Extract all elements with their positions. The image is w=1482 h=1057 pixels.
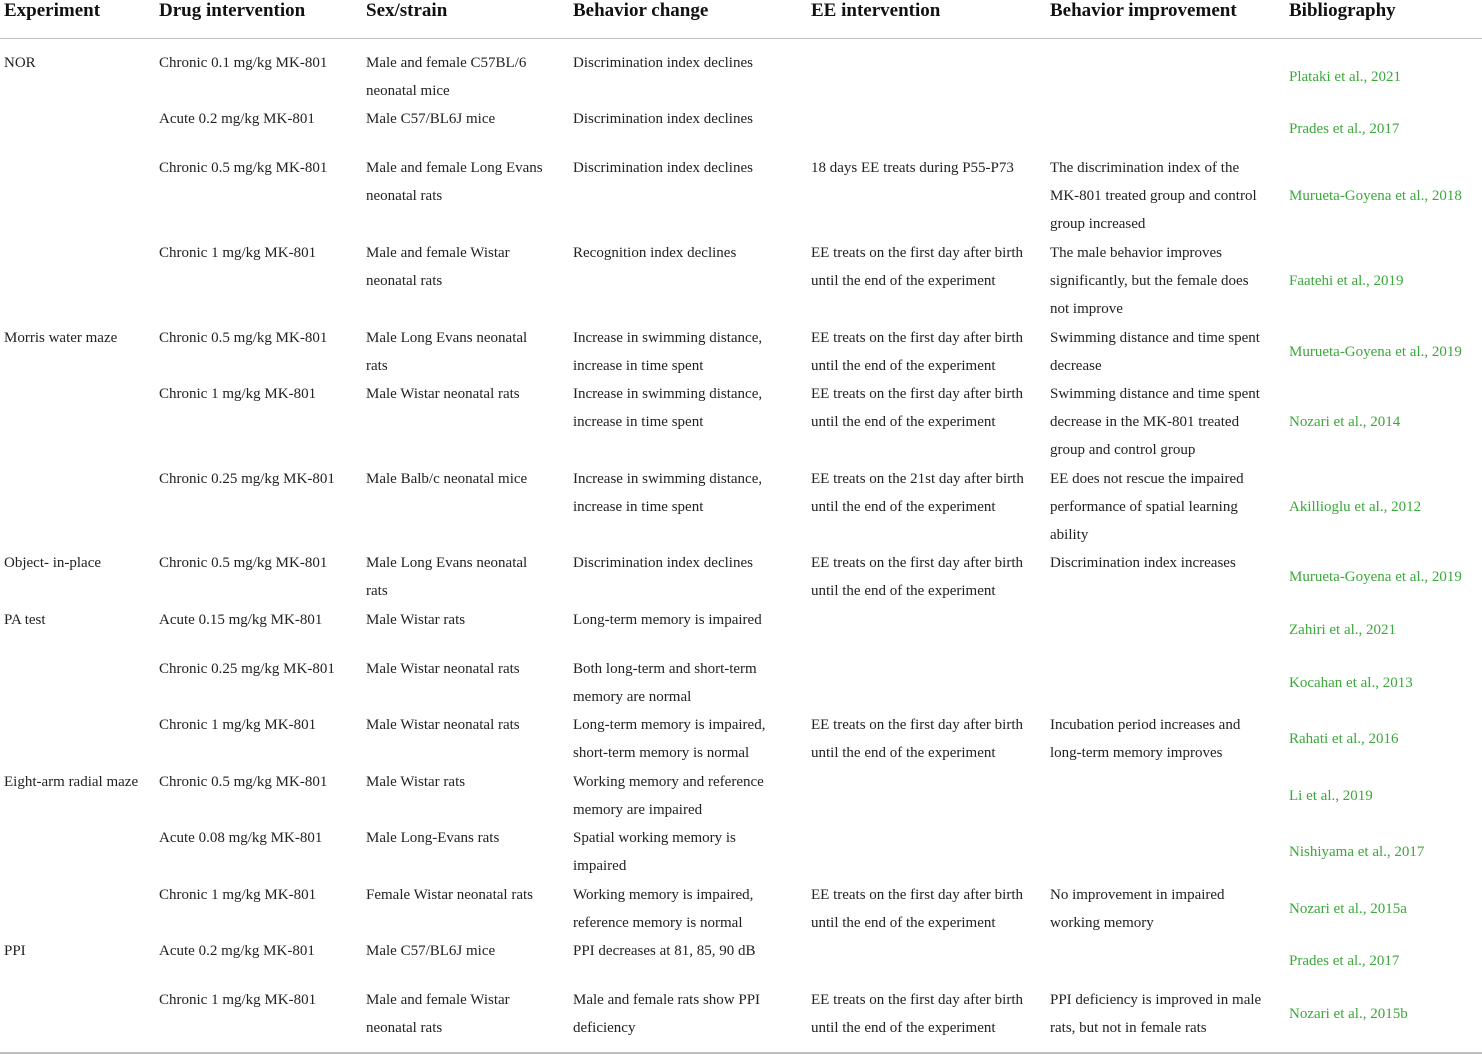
cell-ee (811, 465, 1024, 521)
cell-line: Long-term memory is impaired, (573, 717, 766, 733)
cell-improvement (1050, 239, 1249, 323)
cell-behavior (573, 881, 753, 937)
cell-drug (159, 105, 315, 133)
cell-line: increase in time spent (573, 358, 704, 374)
cell-experiment (4, 606, 46, 634)
cell-sex (366, 324, 527, 380)
cell-line: decrease in the MK-801 treated (1050, 414, 1240, 430)
cell-line: Acute 0.2 mg/kg MK-801 (159, 111, 315, 127)
cell-line: 18 days EE treats during P55-P73 (811, 160, 1014, 176)
cell-experiment (4, 768, 138, 796)
cell-behavior (573, 986, 760, 1042)
cell-improvement (1050, 380, 1260, 464)
cell-line: EE treats on the first day after birth (811, 386, 1024, 402)
cell-drug (159, 768, 327, 796)
cell-line: decrease (1050, 358, 1102, 374)
cell-drug (159, 239, 316, 267)
cell-line: PPI decreases at 81, 85, 90 dB (573, 943, 756, 959)
cell-line: MK-801 treated group and control (1050, 188, 1257, 204)
cell-line: Male Wistar neonatal rats (366, 661, 520, 677)
bottom-rule (0, 1052, 1482, 1054)
cell-line: until the end of the experiment (811, 414, 996, 430)
cell-line: Increase in swimming distance, (573, 330, 763, 346)
cell-line: Male Wistar rats (366, 612, 466, 628)
cell-line: Increase in swimming distance, (573, 386, 763, 402)
cell-sex (366, 154, 543, 210)
cell-line: Chronic 0.5 mg/kg MK-801 (159, 774, 328, 790)
cell-line: Male Long Evans neonatal (366, 555, 528, 571)
cell-line: memory are impaired (573, 802, 703, 818)
cell-line: Male and female Long Evans (366, 160, 543, 176)
cell-line: Recognition index declines (573, 245, 737, 261)
cell-line: Chronic 0.25 mg/kg MK-801 (159, 661, 335, 677)
citation-link[interactable]: Kocahan et al., 2013 (1289, 675, 1413, 691)
cell-sex (366, 986, 510, 1042)
header-experiment: Experiment (4, 0, 101, 21)
cell-drug (159, 937, 315, 965)
cell-sex (366, 711, 520, 739)
cell-line: Acute 0.08 mg/kg MK-801 (159, 830, 323, 846)
cell-improvement (1050, 881, 1225, 937)
cell-drug (159, 49, 327, 77)
header-bibliography: Bibliography (1289, 0, 1396, 21)
cell-sex (366, 49, 526, 105)
cell-line: Eight-arm radial maze (4, 774, 139, 790)
header-ee-intervention: EE intervention (811, 0, 941, 21)
experiment-label-nor: NOR (4, 55, 36, 71)
cell-line: Male Long-Evans rats (366, 830, 500, 846)
cell-drug (159, 986, 316, 1014)
cell-line: Chronic 0.5 mg/kg MK-801 (159, 330, 328, 346)
cell-line: Incubation period increases and (1050, 717, 1241, 733)
cell-line: EE treats on the first day after birth (811, 887, 1024, 903)
cell-drug (159, 606, 322, 634)
cell-line: Acute 0.15 mg/kg MK-801 (159, 612, 323, 628)
citation-link[interactable]: Plataki et al., 2021 (1289, 69, 1402, 85)
cell-behavior (573, 606, 762, 634)
cell-drug (159, 655, 335, 683)
citation-link[interactable]: Faatehi et al., 2019 (1289, 273, 1404, 289)
cell-line: until the end of the experiment (811, 499, 996, 515)
cell-line: Acute 0.2 mg/kg MK-801 (159, 943, 315, 959)
cell-improvement (1050, 154, 1257, 238)
cell-behavior (573, 239, 736, 267)
cell-line: EE treats on the 21st day after birth (811, 471, 1024, 487)
cell-ee (811, 549, 1023, 605)
cell-drug (159, 824, 322, 852)
cell-line: short-term memory is normal (573, 745, 750, 761)
cell-drug (159, 154, 327, 182)
cell-line: EE treats on the first day after birth (811, 245, 1024, 261)
cell-line: EE treats on the first day after birth (811, 555, 1024, 571)
cell-line: neonatal mice (366, 83, 450, 99)
citation-link[interactable]: Prades et al., 2017 (1289, 953, 1400, 969)
cell-ee (811, 324, 1023, 380)
cell-line: until the end of the experiment (811, 358, 996, 374)
cell-improvement (1050, 549, 1236, 577)
cell-behavior (573, 655, 757, 711)
cell-line: increase in time spent (573, 414, 704, 430)
citation-link[interactable]: Rahati et al., 2016 (1289, 731, 1399, 747)
citation-link[interactable]: Nozari et al., 2015b (1289, 1006, 1408, 1022)
cell-behavior (573, 768, 764, 824)
cell-drug (159, 711, 316, 739)
cell-sex (366, 937, 495, 965)
cell-line: Chronic 1 mg/kg MK-801 (159, 992, 317, 1008)
cell-line: until the end of the experiment (811, 583, 996, 599)
cell-ee (811, 380, 1023, 436)
cell-improvement (1050, 324, 1260, 380)
cell-drug (159, 881, 316, 909)
cell-line: Discrimination index declines (573, 160, 753, 176)
cell-line: The discrimination index of the (1050, 160, 1240, 176)
cell-line: deficiency (573, 1020, 636, 1036)
cell-line: Chronic 0.1 mg/kg MK-801 (159, 55, 328, 71)
cell-line: Increase in swimming distance, (573, 471, 763, 487)
cell-ee (811, 239, 1023, 295)
cell-drug (159, 380, 316, 408)
cell-line: EE does not rescue the impaired (1050, 471, 1244, 487)
cell-line: Male and female Wistar (366, 992, 510, 1008)
cell-line: group increased (1050, 216, 1146, 232)
cell-line: Object- in-place (4, 555, 102, 571)
citation-link[interactable]: Li et al., 2019 (1289, 788, 1373, 804)
cell-line: performance of spatial learning (1050, 499, 1238, 515)
cell-line: until the end of the experiment (811, 273, 996, 289)
cell-line: Swimming distance and time spent (1050, 330, 1260, 346)
cell-line: Both long-term and short-term (573, 661, 757, 677)
citation-link[interactable]: Nishiyama et al., 2017 (1289, 844, 1425, 860)
cell-line: Swimming distance and time spent (1050, 386, 1260, 402)
cell-behavior (573, 465, 762, 521)
citation-link[interactable]: Akillioglu et al., 2012 (1289, 499, 1422, 515)
cell-sex (366, 655, 520, 683)
cell-line: memory are normal (573, 689, 692, 705)
cell-line: not improve (1050, 301, 1123, 317)
cell-behavior (573, 154, 753, 182)
cell-line: rats, but not in female rats (1050, 1020, 1207, 1036)
header-behavior-change: Behavior change (573, 0, 709, 21)
cell-behavior (573, 105, 753, 133)
cell-line: Working memory and reference (573, 774, 764, 790)
cell-behavior (573, 711, 765, 767)
cell-line: PPI deficiency is improved in male (1050, 992, 1262, 1008)
cell-line: Working memory is impaired, (573, 887, 754, 903)
cell-line: Male and female C57BL/6 (366, 55, 527, 71)
citation-link[interactable]: Zahiri et al., 2021 (1289, 622, 1397, 638)
cell-behavior (573, 380, 762, 436)
cell-sex (366, 380, 520, 408)
cell-line: rats (366, 583, 388, 599)
cell-drug (159, 324, 327, 352)
cell-improvement (1050, 986, 1261, 1042)
cell-line: Discrimination index increases (1050, 555, 1236, 571)
cell-line: Male Long Evans neonatal (366, 330, 528, 346)
citation-link[interactable]: Murueta-Goyena et al., 2018 (1289, 188, 1462, 204)
cell-ee (811, 711, 1023, 767)
cell-line: Male and female Wistar (366, 245, 510, 261)
cell-line: until the end of the experiment (811, 745, 996, 761)
cell-line: PPI (4, 943, 26, 959)
citation-link[interactable]: Nozari et al., 2014 (1289, 414, 1401, 430)
cell-line: Discrimination index declines (573, 555, 753, 571)
cell-line: rats (366, 358, 388, 374)
cell-drug (159, 549, 327, 577)
cell-line: Male Wistar rats (366, 774, 466, 790)
cell-line: Male C57/BL6J mice (366, 111, 496, 127)
cell-ee (811, 986, 1023, 1042)
cell-line: Chronic 0.5 mg/kg MK-801 (159, 555, 328, 571)
cell-experiment (4, 324, 117, 352)
cell-line: significantly, but the female does (1050, 273, 1249, 289)
header-sex-strain: Sex/strain (366, 0, 448, 21)
cell-line: Female Wistar neonatal rats (366, 887, 533, 903)
cell-sex (366, 824, 499, 852)
cell-behavior (573, 49, 753, 77)
citation-link[interactable]: Nozari et al., 2015a (1289, 901, 1407, 917)
cell-line: until the end of the experiment (811, 915, 996, 931)
cell-line: Male Wistar neonatal rats (366, 386, 520, 402)
cell-ee (811, 154, 1014, 182)
cell-line: Discrimination index declines (573, 111, 753, 127)
cell-line: Spatial working memory is (573, 830, 736, 846)
cell-line: Chronic 0.5 mg/kg MK-801 (159, 160, 328, 176)
cell-line: Chronic 1 mg/kg MK-801 (159, 386, 317, 402)
cell-sex (366, 549, 527, 605)
cell-line: EE treats on the first day after birth (811, 992, 1024, 1008)
cell-line: Chronic 1 mg/kg MK-801 (159, 887, 317, 903)
cell-line: neonatal rats (366, 1020, 443, 1036)
cell-sex (366, 465, 527, 493)
cell-ee (811, 881, 1023, 937)
cell-line: Male and female rats show PPI (573, 992, 761, 1008)
cell-line: Chronic 1 mg/kg MK-801 (159, 245, 317, 261)
cell-line: EE treats on the first day after birth (811, 330, 1024, 346)
cell-improvement (1050, 465, 1244, 549)
cell-line: Male Balb/c neonatal mice (366, 471, 528, 487)
cell-line: long-term memory improves (1050, 745, 1223, 761)
cell-line: Male C57/BL6J mice (366, 943, 496, 959)
cell-behavior (573, 324, 762, 380)
cell-line: No improvement in impaired (1050, 887, 1225, 903)
header-rule (0, 38, 1482, 39)
citation-link[interactable]: Prades et al., 2017 (1289, 121, 1400, 137)
cell-line: The male behavior improves (1050, 245, 1223, 261)
header-behavior-improvement: Behavior improvement (1050, 0, 1237, 21)
cell-line: ability (1050, 527, 1089, 543)
cell-sex (366, 606, 465, 634)
cell-experiment (4, 549, 101, 577)
cell-line: Chronic 0.25 mg/kg MK-801 (159, 471, 335, 487)
cell-drug (159, 465, 335, 493)
cell-line: increase in time spent (573, 499, 704, 515)
cell-sex (366, 105, 495, 133)
cell-experiment (4, 937, 26, 965)
cell-line: Discrimination index declines (573, 55, 753, 71)
cell-sex (366, 239, 510, 295)
cell-line: group and control group (1050, 442, 1196, 458)
cell-line: PA test (4, 612, 46, 628)
cell-line: EE treats on the first day after birth (811, 717, 1024, 733)
cell-behavior (573, 549, 753, 577)
cell-improvement (1050, 711, 1240, 767)
cell-line: neonatal rats (366, 273, 443, 289)
cell-sex (366, 768, 465, 796)
cell-behavior (573, 824, 736, 880)
citation-link[interactable]: Murueta-Goyena et al., 2019 (1289, 344, 1462, 360)
cell-line: neonatal rats (366, 188, 443, 204)
cell-line: impaired (573, 858, 627, 874)
citation-link[interactable]: Murueta-Goyena et al., 2019 (1289, 569, 1462, 585)
cell-line: Morris water maze (4, 330, 118, 346)
cell-line: Male Wistar neonatal rats (366, 717, 520, 733)
cell-line: working memory (1050, 915, 1154, 931)
header-drug-intervention: Drug intervention (159, 0, 306, 21)
cell-line: reference memory is normal (573, 915, 743, 931)
cell-line: Chronic 1 mg/kg MK-801 (159, 717, 317, 733)
cell-behavior (573, 937, 755, 965)
cell-line: until the end of the experiment (811, 1020, 996, 1036)
cell-line: Long-term memory is impaired (573, 612, 762, 628)
cell-sex (366, 881, 533, 909)
